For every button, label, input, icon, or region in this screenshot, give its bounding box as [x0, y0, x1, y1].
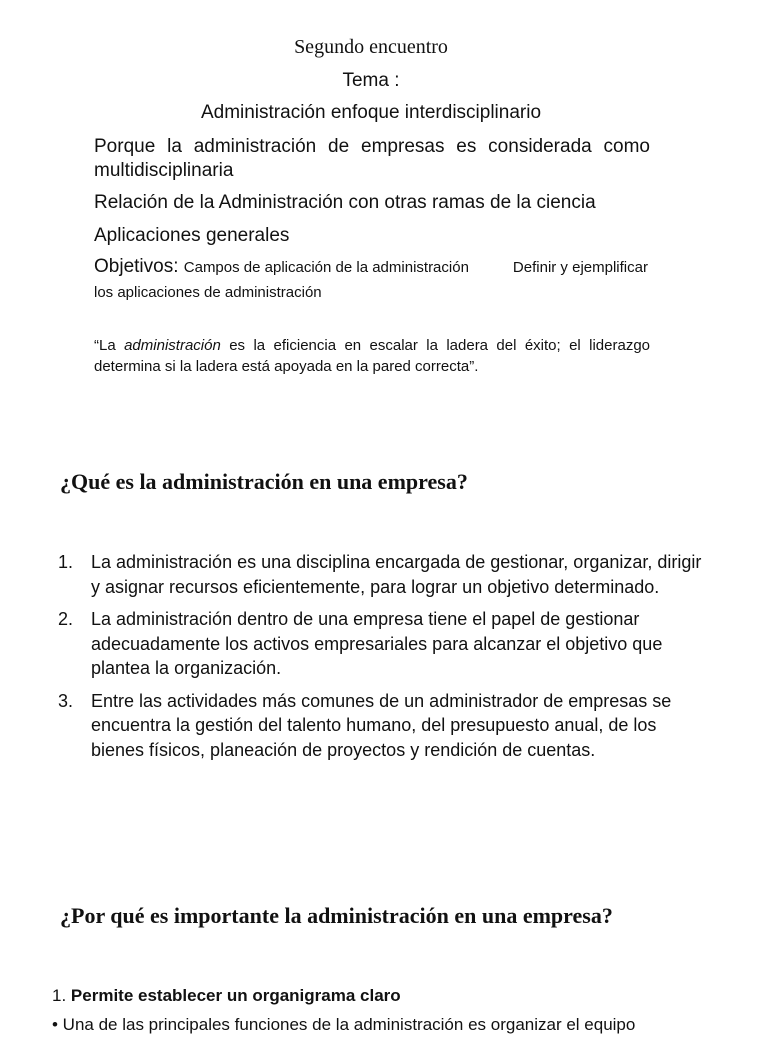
list-item-text: La administración es una disciplina encargada de gestionar, organizar, dirigir y asignar recursos eficientemente, para lograr un objetivo determinado.	[91, 552, 702, 597]
list-item-number: 1.	[58, 552, 74, 572]
intro-porque: Porque la administración de empresas es considerada como multidisciplinaria	[94, 136, 650, 181]
objectives-block	[94, 255, 650, 305]
quote-block	[94, 335, 650, 377]
section-heading-que-es: ¿Qué es la administración en una empresa?	[60, 469, 468, 494]
list-item	[58, 689, 714, 763]
quote-open: “La	[94, 337, 116, 354]
objectives-text-1: Campos de aplicación de la administración	[183, 259, 469, 276]
topic-label: Tema :	[342, 70, 400, 91]
list-item-text: La administración dentro de una empresa tiene el papel de gestionar adecuadamente los activos empresariales para alcanzar el objetivo que plantea la organización.	[91, 609, 663, 678]
page-title: Segundo encuentro	[294, 36, 448, 58]
list-item-number: 2.	[58, 609, 74, 629]
intro-aplicaciones: Aplicaciones generales	[94, 225, 290, 246]
list-item-number: 3.	[58, 690, 74, 711]
subsection-number: 1.	[52, 986, 67, 1005]
quote-rest: es la eficiencia en escalar la ladera del éxito; el liderazgo determina si la ladera está apoyada en la pared correcta”.	[94, 337, 651, 375]
intro-relacion: Relación de la Administración con otras ramas de la ciencia	[94, 192, 596, 213]
section-heading-por-que: ¿Por qué es importante la administración en una empresa?	[60, 903, 613, 928]
objectives-text-2: Definir y ejemplificar los aplicaciones de administración	[94, 259, 648, 301]
definition-list	[58, 550, 714, 770]
subsection-title	[52, 984, 401, 1008]
quote-italic-word: administración	[124, 337, 221, 354]
list-item	[58, 550, 714, 599]
subsection-title-text: Permite establecer un organigrama claro	[70, 986, 401, 1005]
page-subtitle: Administración enfoque interdisciplinario	[200, 102, 542, 123]
list-item-text: Entre las actividades más comunes de un administrador de empresas se encuentra la gestión del talento humano, del presupuesto anual, de los bienes físicos, planeación de proyectos y rendición de cuentas.	[91, 690, 672, 760]
list-item	[58, 607, 714, 681]
cut-off-bullet-line: • Una de las principales funciones de la administración es organizar el equipo	[52, 1015, 636, 1034]
objectives-label: Objetivos:	[94, 256, 179, 277]
